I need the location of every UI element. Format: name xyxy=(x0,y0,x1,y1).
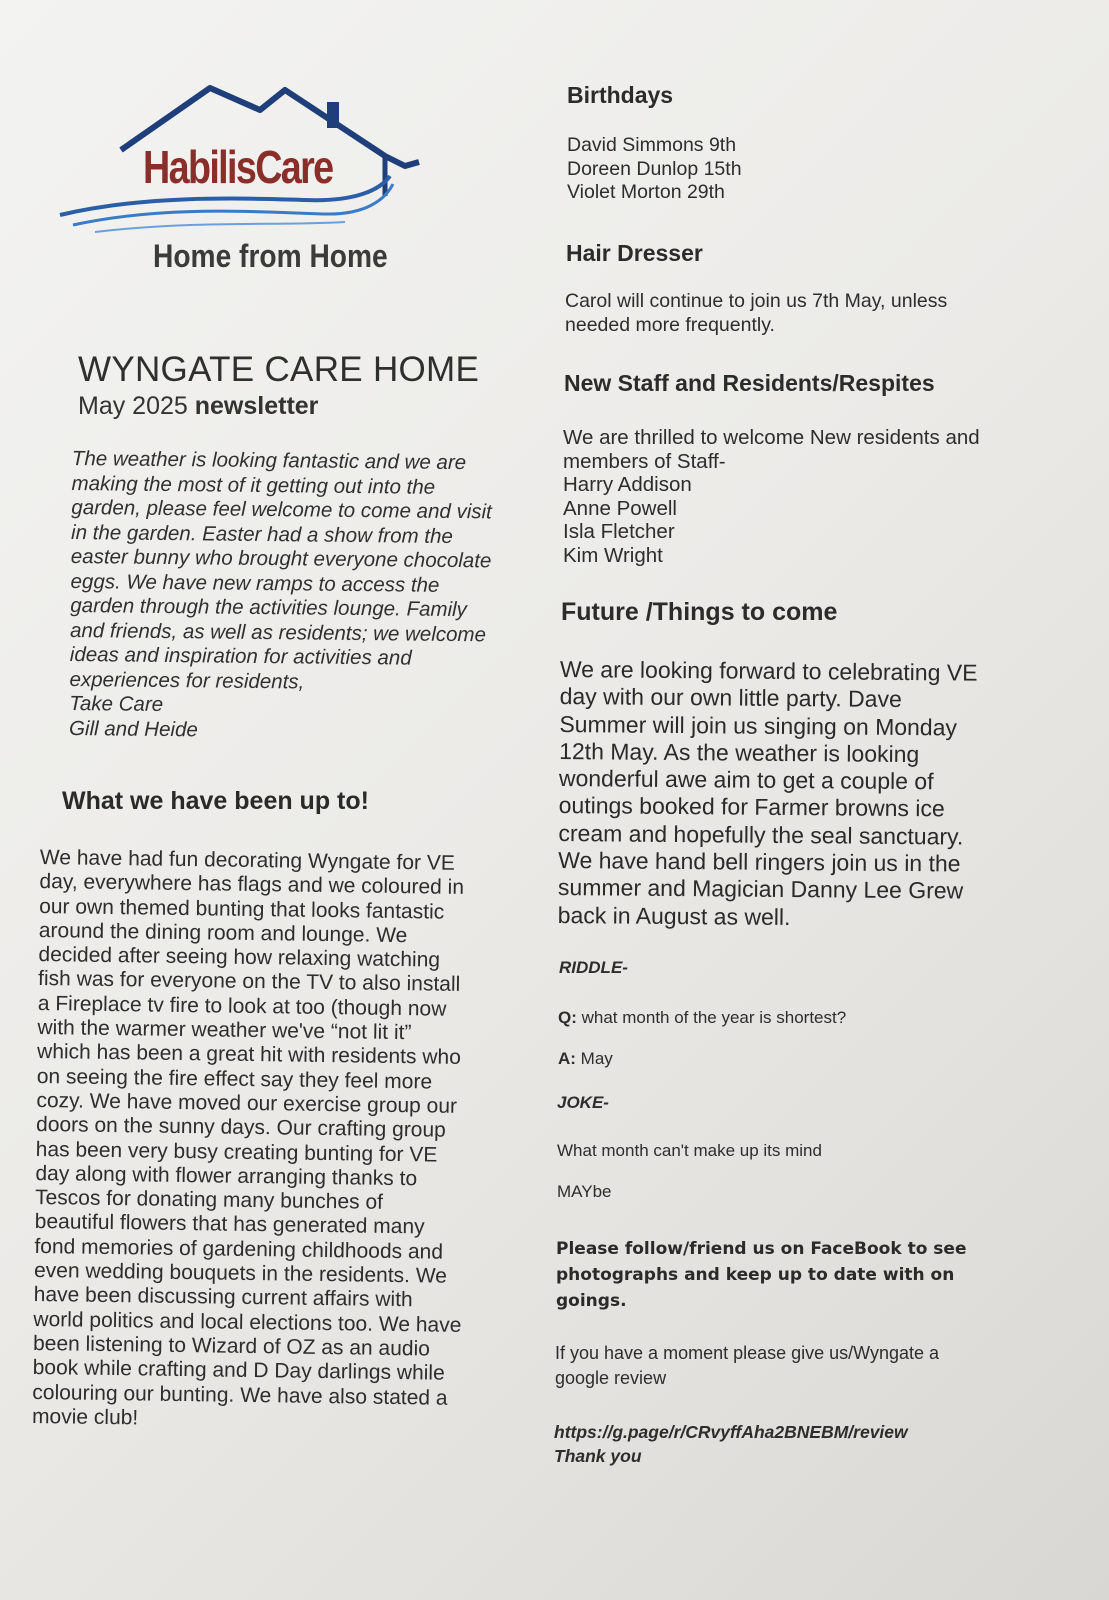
hair-line: needed more frequently. xyxy=(565,313,775,336)
up-to-heading: What we have been up to! xyxy=(62,787,369,815)
new-staff-name: Harry Addison xyxy=(563,473,692,496)
new-staff-name: Kim Wright xyxy=(563,543,663,567)
new-staff-line: members of Staff- xyxy=(563,449,726,473)
review-request xyxy=(555,1341,939,1391)
body-line: our own themed bunting that looks fantastic xyxy=(39,894,445,924)
riddle-a-label: A: xyxy=(558,1049,576,1068)
body-line: We have had fun decorating Wyngate for VE xyxy=(39,846,455,875)
follow-line: photographs and keep up to date with on xyxy=(556,1265,955,1285)
future-line: wonderful awe aim to get a couple of xyxy=(558,765,934,795)
riddle-question-text: what month of the year is shortest? xyxy=(576,1008,847,1027)
body-line: doors on the sunny days. Our crafting group xyxy=(35,1113,446,1142)
future-line: back in August as well. xyxy=(557,901,791,930)
thank-you-text: Thank you xyxy=(554,1446,642,1466)
body-line: world politics and local elections too. We have xyxy=(33,1307,462,1337)
birthday-item: Doreen Dunlop 15th xyxy=(567,157,742,180)
joke-label: JOKE- xyxy=(557,1093,609,1112)
body-line: fish was for everyone on the TV to also install xyxy=(37,967,461,997)
hair-dresser-text xyxy=(565,290,947,337)
joke-question: What month can't make up its mind xyxy=(557,1141,822,1160)
future-line: cream and hopefully the seal sanctuary. xyxy=(558,819,964,850)
intro-paragraph xyxy=(69,447,518,746)
future-line: 12th May. As the weather is looking xyxy=(559,737,920,768)
intro-line: eggs. We have new ramps to access the xyxy=(70,569,440,597)
riddle-q-label: Q: xyxy=(558,1008,577,1027)
left-column xyxy=(48,350,518,741)
follow-line: Please follow/friend us on FaceBook to see xyxy=(556,1239,967,1259)
intro-signoff: Take Care xyxy=(69,691,164,716)
joke-answer: MAYbe xyxy=(557,1182,612,1201)
future-line: We have hand bell ringers join us in the xyxy=(558,847,961,877)
review-line: If you have a moment please give us/Wyngate a xyxy=(555,1343,940,1363)
body-line: a Fireplace tv fire to look at too (though now xyxy=(37,991,447,1021)
hair-dresser-heading: Hair Dresser xyxy=(566,240,703,266)
body-line: on seeing the fire effect say they feel more xyxy=(36,1064,433,1094)
body-line: been listening to Wizard of OZ as an audio xyxy=(32,1331,431,1361)
body-line: colouring our bunting. We have also stated a xyxy=(32,1380,448,1410)
new-staff-name: Isla Fletcher xyxy=(563,520,675,543)
new-staff-heading: New Staff and Residents/Respites xyxy=(564,370,935,396)
issue-month: May 2025 xyxy=(78,392,188,420)
newsletter-subtitle xyxy=(78,392,518,421)
intro-signature: Gill and Heide xyxy=(68,716,198,741)
body-line: Tescos for donating many bunches of xyxy=(34,1186,384,1214)
riddle-label: RIDDLE- xyxy=(559,958,628,977)
body-line: book while crafting and D Day darlings while xyxy=(32,1356,445,1385)
body-line: even wedding bouquets in the residents. We xyxy=(33,1259,448,1288)
new-staff-text xyxy=(563,426,980,567)
issue-label: newsletter xyxy=(194,392,319,420)
body-line: day along with flower arranging thanks to xyxy=(35,1161,418,1191)
review-link[interactable]: https://g.page/r/CRvyffAha2BNEBM/review xyxy=(554,1422,908,1442)
body-line: with the warmer weather we've “not lit it” xyxy=(37,1016,412,1045)
intro-line: garden through the activities lounge. Family xyxy=(70,593,468,622)
logo-tagline: Home from Home xyxy=(153,238,388,274)
birthdays-heading: Birthdays xyxy=(567,82,674,108)
facebook-follow-note xyxy=(556,1236,966,1314)
page-title: WYNGATE CARE HOME xyxy=(78,350,480,389)
body-line: decided after seeing how relaxing watching xyxy=(38,943,441,972)
riddle-answer xyxy=(558,1049,613,1069)
intro-line: in the garden. Easter had a show from the xyxy=(70,520,453,548)
habilis-care-logo xyxy=(55,80,435,290)
intro-line: experiences for residents, xyxy=(69,667,305,693)
body-line: beautiful flowers that has generated many xyxy=(34,1210,425,1239)
body-line: fond memories of gardening childhoods and xyxy=(34,1234,444,1264)
birthdays-list xyxy=(567,134,742,205)
future-line: We are looking forward to celebrating VE xyxy=(559,656,978,686)
intro-line: making the most of it getting out into the xyxy=(71,471,436,499)
body-line: have been discussing current affairs with xyxy=(33,1283,413,1312)
hair-line: Carol will continue to join us 7th May, unless xyxy=(565,290,948,312)
body-line: around the dining room and lounge. We xyxy=(38,918,408,948)
future-line: summer and Magician Danny Lee Grew xyxy=(557,874,964,904)
birthday-item: Violet Morton 29th xyxy=(567,181,725,203)
body-line: day, everywhere has flags and we coloured in xyxy=(39,870,465,900)
follow-line: goings. xyxy=(556,1291,627,1311)
body-line: cozy. We have moved our exercise group our xyxy=(36,1088,458,1118)
future-line: day with our own little party. Dave xyxy=(559,683,902,713)
future-paragraph xyxy=(558,656,978,933)
new-staff-line: We are thrilled to welcome New residents and xyxy=(563,426,980,449)
intro-line: easter bunny who brought everyone chocolate xyxy=(70,544,492,573)
birthday-item: David Simmons 9th xyxy=(567,134,737,156)
review-line: google review xyxy=(555,1368,667,1388)
future-heading: Future /Things to come xyxy=(561,598,838,626)
body-line: movie club! xyxy=(31,1404,139,1430)
up-to-paragraph xyxy=(32,846,510,1436)
body-line: has been very busy creating bunting for VE xyxy=(35,1137,438,1167)
intro-line: garden, please feel welcome to come and visit xyxy=(71,495,492,524)
riddle-question xyxy=(558,1008,846,1028)
riddle-answer-text: May xyxy=(575,1049,613,1068)
logo-wordmark: HabilisCare xyxy=(143,141,333,193)
future-line: outings booked for Farmer browns ice xyxy=(558,792,945,822)
new-staff-name: Anne Powell xyxy=(563,496,677,520)
intro-line: and friends, as well as residents; we welcome xyxy=(69,618,487,646)
intro-line: The weather is looking fantastic and we are xyxy=(71,447,467,475)
intro-line: ideas and inspiration for activities and xyxy=(69,642,412,670)
future-line: Summer will join us singing on Monday xyxy=(559,710,958,741)
body-line: which has been a great hit with residents who xyxy=(36,1040,461,1070)
